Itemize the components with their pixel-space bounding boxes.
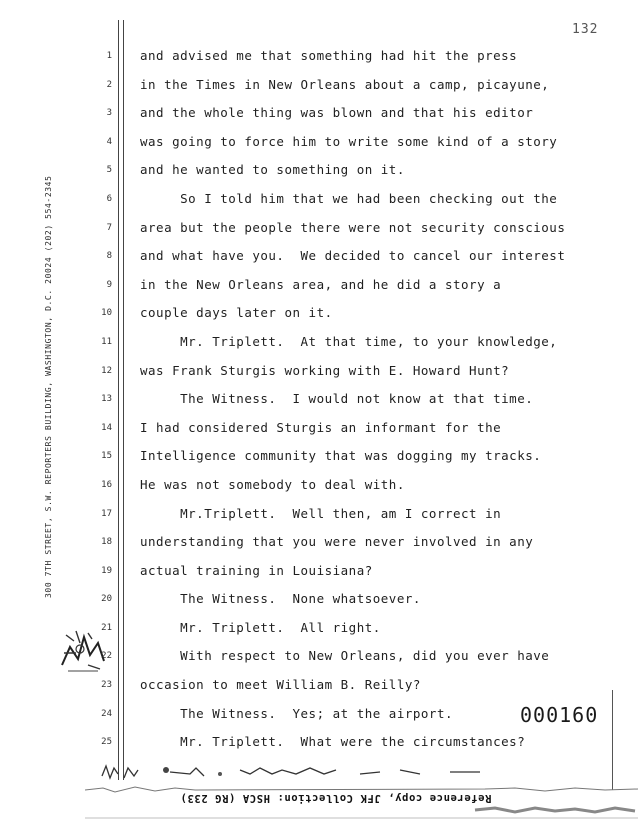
line-number: 25	[101, 737, 112, 748]
line-number: 20	[101, 594, 112, 605]
line-text: understanding that you were never involved in any	[140, 534, 534, 550]
page-number: 132	[572, 22, 599, 37]
transcript-line	[0, 42, 638, 71]
transcript-line	[0, 71, 638, 100]
transcript-line	[0, 185, 638, 214]
line-text: I had considered Sturgis an informant for the	[140, 419, 502, 435]
footer-band-texture	[85, 784, 638, 824]
line-number: 19	[101, 565, 112, 576]
line-text: was Frank Sturgis working with E. Howard Hunt?	[140, 362, 510, 378]
line-number: 4	[106, 136, 112, 147]
line-number: 7	[106, 222, 112, 233]
line-number: 21	[101, 622, 112, 633]
transcript-line	[0, 728, 638, 757]
line-number: 6	[106, 193, 112, 204]
line-text: and what have you. We decided to cancel our interest	[140, 248, 566, 264]
line-text: in the Times in New Orleans about a camp, picayune,	[140, 76, 550, 92]
line-text: The Witness. Yes; at the airport.	[140, 705, 453, 721]
line-number: 22	[101, 651, 112, 662]
transcript-line	[0, 271, 638, 300]
transcript-line	[0, 99, 638, 128]
archive-reference-stamp: Reference copy, JFK Collection: HSCA (RG 233)	[180, 792, 492, 804]
right-edge-rule	[612, 690, 613, 790]
line-text: Mr.Triplett. Well then, am I correct in	[140, 505, 502, 521]
line-text: Intelligence community that was dogging my tracks.	[140, 448, 542, 464]
reporter-stamp-logo	[58, 625, 108, 675]
line-text: was going to force him to write some kind of a story	[140, 133, 558, 149]
transcript-line	[0, 471, 638, 500]
line-text: occasion to meet William B. Reilly?	[140, 677, 421, 693]
transcript-line	[0, 357, 638, 386]
line-number: 24	[101, 708, 112, 719]
line-number: 17	[101, 508, 112, 519]
transcript-line	[0, 299, 638, 328]
line-number: 8	[106, 251, 112, 262]
transcript-line	[0, 557, 638, 586]
line-text: With respect to New Orleans, did you ever have	[140, 648, 550, 664]
transcript-line	[0, 671, 638, 700]
line-text: The Witness. I would not know at that time.	[140, 391, 534, 407]
line-number: 14	[101, 422, 112, 433]
line-number: 3	[106, 108, 112, 119]
line-text: and the whole thing was blown and that his editor	[140, 105, 534, 121]
line-text: Mr. Triplett. At that time, to your knowledge,	[140, 333, 558, 349]
line-text: He was not somebody to deal with.	[140, 476, 405, 492]
transcript-line	[0, 442, 638, 471]
transcript-line	[0, 156, 638, 185]
line-number: 18	[101, 537, 112, 548]
transcript-line	[0, 128, 638, 157]
reporter-address-sidebar: 300 7TH STREET, S.W. REPORTERS BUILDING, WASHINGTON, D.C. 20024 (202) 554-2345	[44, 175, 53, 598]
line-text: The Witness. None whatsoever.	[140, 591, 421, 607]
transcript-line	[0, 528, 638, 557]
line-number: 11	[101, 336, 112, 347]
transcript-line	[0, 500, 638, 529]
line-number: 10	[101, 308, 112, 319]
line-number: 2	[106, 79, 112, 90]
bates-number: 000160	[520, 703, 599, 727]
line-number: 15	[101, 451, 112, 462]
line-number: 23	[101, 680, 112, 691]
transcript-line	[0, 214, 638, 243]
line-text: actual training in Louisiana?	[140, 562, 373, 578]
line-text: in the New Orleans area, and he did a story a	[140, 276, 502, 292]
line-number: 9	[106, 279, 112, 290]
line-text: area but the people there were not security conscious	[140, 219, 566, 235]
line-text: and he wanted to something on it.	[140, 162, 405, 178]
line-number: 5	[106, 165, 112, 176]
line-number: 12	[101, 365, 112, 376]
line-number: 16	[101, 479, 112, 490]
transcript-line	[0, 328, 638, 357]
line-text: and advised me that something had hit the press	[140, 48, 518, 63]
line-text: Mr. Triplett. What were the circumstances?	[140, 734, 526, 750]
line-text: Mr. Triplett. All right.	[140, 619, 381, 635]
line-number: 1	[106, 51, 112, 61]
line-number: 13	[101, 394, 112, 405]
line-text: couple days later on it.	[140, 305, 333, 321]
line-text: So I told him that we had been checking out the	[140, 190, 558, 206]
transcript-line	[0, 385, 638, 414]
transcript-line	[0, 242, 638, 271]
transcript-line	[0, 414, 638, 443]
footer-scan-noise	[100, 762, 490, 782]
transcript-line	[0, 585, 638, 614]
